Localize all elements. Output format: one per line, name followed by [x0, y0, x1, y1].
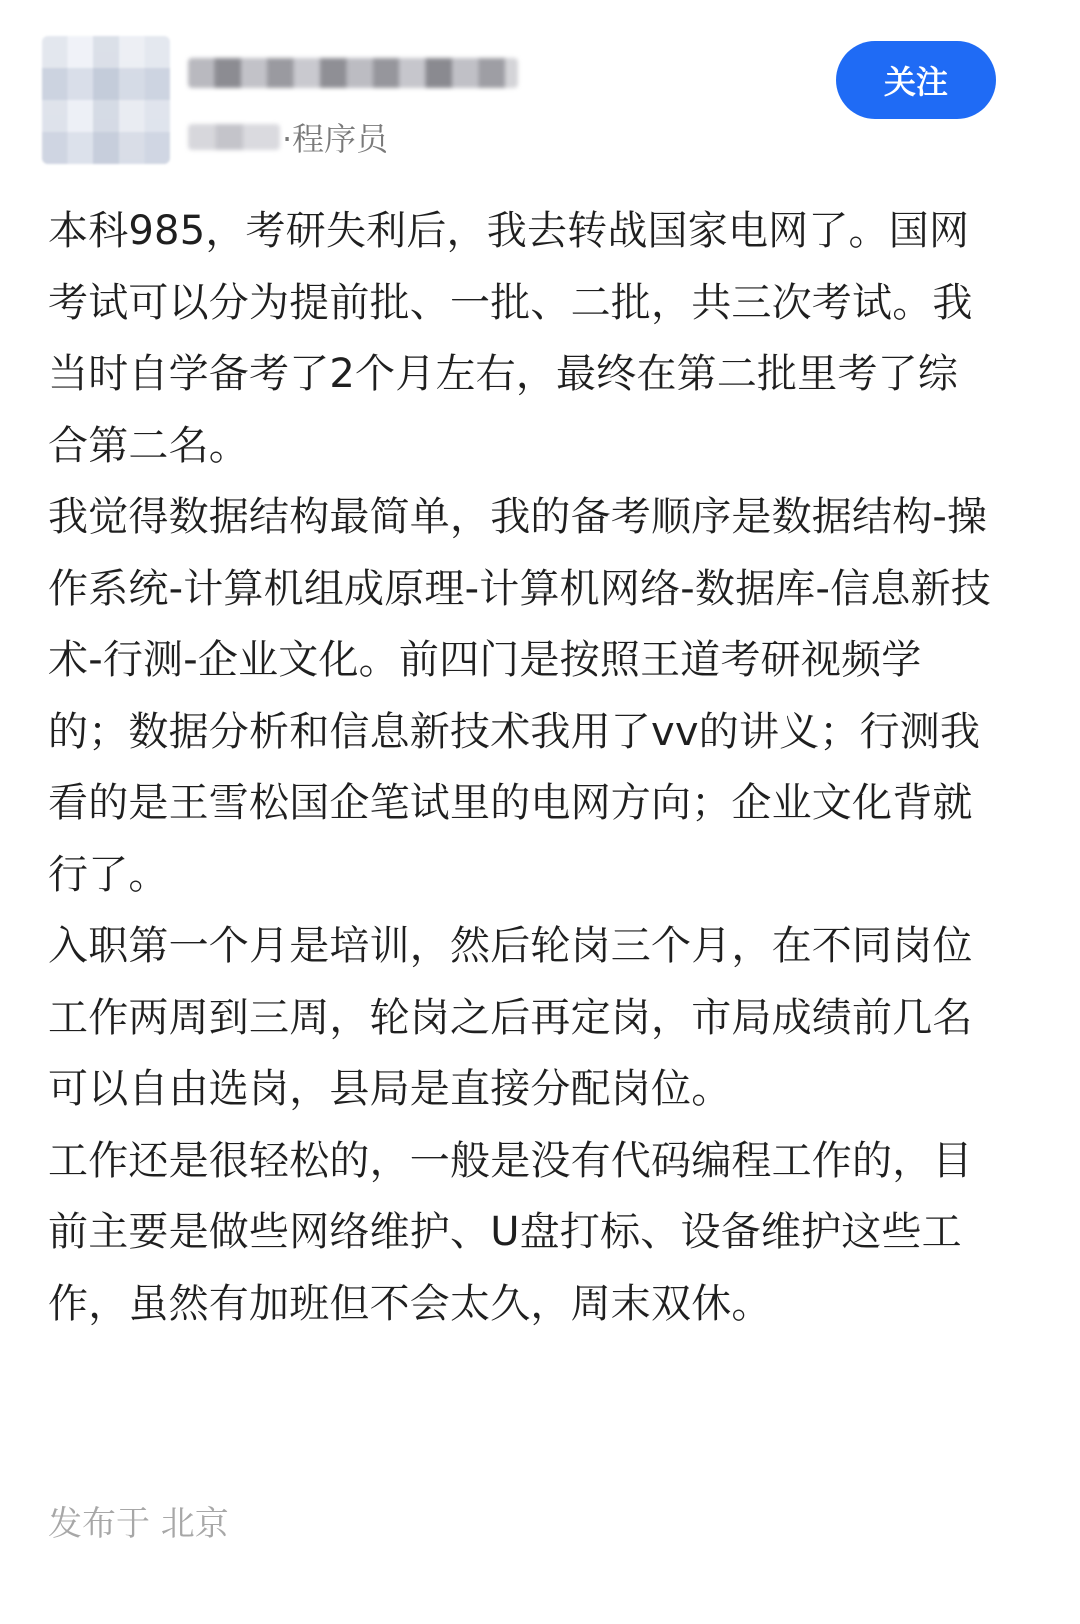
- author-meta-redacted: [188, 124, 280, 150]
- post-paragraph-2: 我觉得数据结构最简单，我的备考顺序是数据结构-操作系统-计算机组成原理-计算机网络-数据库-信息新技术-行测-企业文化。前四门是按照王道考研视频学的；数据分析和信息新技术我用了vv的讲义；行测我看的是王雪松国企笔试里的电网方向；企业文化背就行了。: [48, 494, 991, 898]
- follow-button[interactable]: 关注: [836, 41, 996, 119]
- post-location: 发布于 北京: [48, 1504, 229, 1544]
- author-meta: [188, 112, 388, 162]
- post-body: [48, 196, 996, 1340]
- author-title: ·程序员: [282, 120, 389, 158]
- avatar[interactable]: [42, 36, 170, 164]
- post-paragraph-4: 工作还是很轻松的，一般是没有代码编程工作的，目前主要是做些网络维护、U盘打标、设备维护这些工作，虽然有加班但不会太久，周末双休。: [48, 1137, 973, 1327]
- post-paragraph-1: 本科985，考研失利后，我去转战国家电网了。国网考试可以分为提前批、一批、二批，共三次考试。我当时自学备考了2个月左右，最终在第二批里考了综合第二名。: [48, 208, 973, 469]
- post-paragraph-3: 入职第一个月是培训，然后轮岗三个月，在不同岗位工作两周到三周，轮岗之后再定岗，市局成绩前几名可以自由选岗，县局是直接分配岗位。: [48, 923, 973, 1112]
- post-header: [0, 0, 1080, 175]
- author-name-redacted[interactable]: [188, 58, 518, 88]
